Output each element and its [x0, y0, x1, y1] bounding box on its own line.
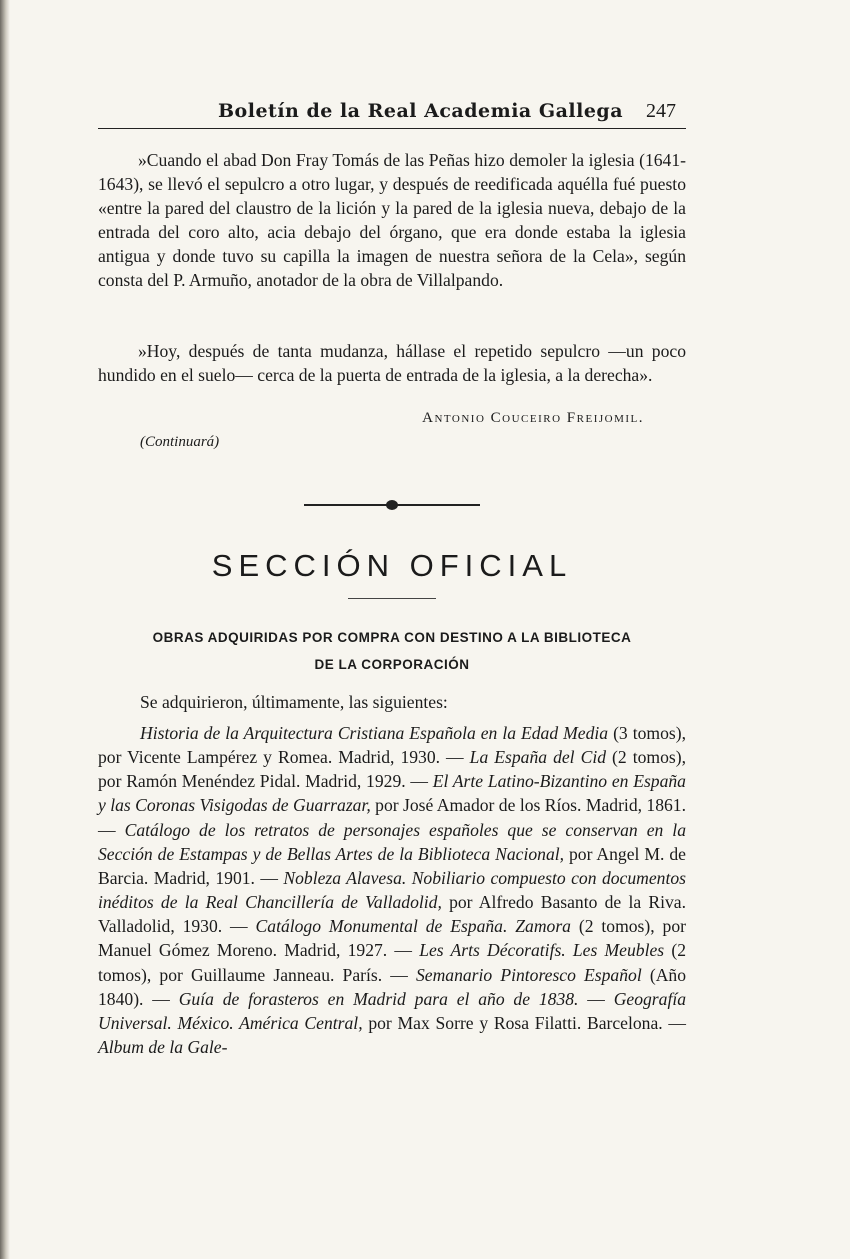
book-details: por Angel M. de Barcia. Madrid, 1901. — — [98, 843, 686, 888]
article-paragraph-1: »Cuando el abad Don Fray Tomás de las Peñas hizo demoler la iglesia (1641-1643), se llevó el sepulcro a otro lugar, y después de reedificada aquélla fué puesto «entre la pared del claustro de la lición y la pared de la iglesia nueva, debajo de la entrada del coro alto, acia debajo del órgano, que era donde estaba la iglesia antigua y donde tuvo su capilla la imagen de nuestra señora de la Cela», según consta del P. Armuño, anotador de la obra de Villalpando. — [98, 150, 686, 290]
book-title: Catálogo Monumental de España. Zamora — [255, 916, 571, 937]
book-title: Historia de la Arquitectura Cristiana Española en la Edad Media — [140, 723, 609, 743]
book-details: por José Amador de los Ríos. Madrid, 1861. — — [98, 795, 687, 840]
book-title: Semanario Pintoresco Español — [415, 964, 642, 985]
book-details: — — [578, 988, 614, 1009]
page-edge-shadow — [0, 0, 10, 1259]
book-title: Nobleza Alavesa. Nobiliario compuesto con documentos inéditos de la Real Chancillería de Valladolid, — [98, 867, 686, 913]
journal-title: Boletín de la Real Academia Gallega — [218, 100, 624, 122]
section-title-rule — [348, 598, 436, 599]
book-title: Geografía Universal. México. América Central, — [98, 988, 687, 1033]
subsection-heading-line-1: OBRAS ADQUIRIDAS POR COMPRA CON DESTINO A LA BIBLIOTECA — [152, 630, 632, 645]
continuation-note: (Continuará) — [140, 434, 220, 450]
book-details: (3 tomos), por Vicente Lampérez y Romea. Madrid, 1930. — — [98, 723, 686, 768]
section-title: SECCIÓN OFICIAL — [211, 548, 573, 583]
book-title: Album de la Gale- — [98, 1037, 228, 1058]
book-title: El Arte Latino-Bizantino en España y las Coronas Visigodas de Guarrazar, — [98, 771, 686, 816]
book-details: (2 tomos), por Guillaume Janneau. París. — — [98, 940, 686, 985]
book-title: Catálogo de los retratos de personajes españoles que se conservan en la Sección de Estampas y de Bellas Artes de la Biblioteca Nacional, — [98, 819, 686, 864]
book-details: (Año 1840). — — [98, 964, 687, 1009]
book-details: por Max Sorre y Rosa Filatti. Barcelona. — — [362, 1012, 687, 1033]
running-head — [98, 98, 686, 129]
book-details: por Alfredo Basanto de la Riva. Valladolid, 1930. — — [98, 892, 686, 937]
book-title: La España del Cid — [469, 747, 607, 768]
author-signature: Antonio Couceiro Freijomil. — [422, 410, 644, 426]
subsection-heading — [98, 624, 686, 678]
article-paragraph-2: »Hoy, después de tanta mudanza, hállase el repetido sepulcro —un poco hundido en el suelo— cerca de la puerta de entrada de la iglesia, a la derecha». — [98, 341, 686, 385]
book-details: (2 tomos), por Ramón Menéndez Pidal. Madrid, 1929. — — [98, 747, 686, 792]
book-title: Les Arts Décoratifs. Les Meubles — [419, 940, 665, 961]
book-details: (2 tomos), por Manuel Gómez Moreno. Madrid, 1927. — — [98, 916, 686, 961]
intro-text: Se adquirieron, últimamente, las siguientes: — [140, 692, 448, 712]
ornament-dot — [386, 500, 398, 510]
page-number: 247 — [646, 100, 676, 122]
acquisitions-list — [98, 721, 686, 1059]
book-title: Guía de forasteros en Madrid para el año de 1838. — [178, 988, 579, 1009]
subsection-heading-line-2: DE LA CORPORACIÓN — [314, 657, 470, 672]
